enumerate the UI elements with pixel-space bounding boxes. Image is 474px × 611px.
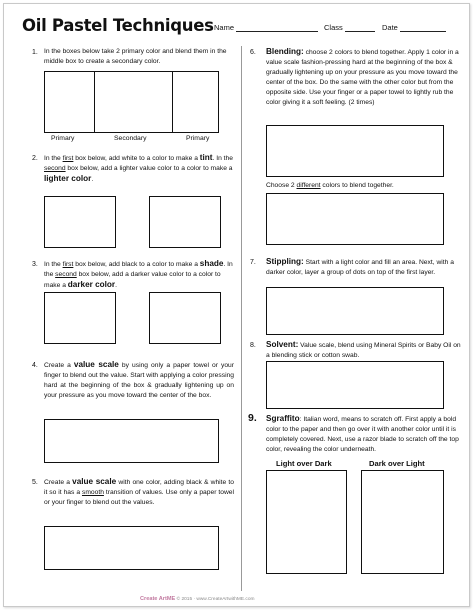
solvent-box: [266, 361, 444, 409]
instruction-4: Create a value scale by using only a paper towel or your finger to blend out the value. Start with applying a color pressing hard at the beginning of the box & gradually lightening up on your pressure as you move toward the center of the box.: [44, 360, 235, 400]
name-field[interactable]: [214, 23, 318, 32]
label-secondary: Secondary: [114, 135, 147, 142]
lighter-color-box: [149, 196, 221, 248]
label-light-over-dark: Light over Dark: [276, 459, 332, 468]
date-label: Date: [382, 23, 398, 32]
value-scale-box-1: [44, 419, 219, 463]
instruction-2: In the first box below, add white to a color to make a tint. In the second box below, add a lighter value color to a color to make a lighter color.: [44, 153, 233, 184]
dark-over-light-box: [361, 470, 444, 574]
blending-box-1: [266, 125, 444, 177]
date-field[interactable]: [382, 23, 446, 32]
blending-box-2: [266, 193, 444, 245]
item-number-5: 5.: [32, 479, 38, 486]
footer-logo: Create ArtME: [140, 596, 176, 602]
column-divider: [241, 46, 242, 591]
shade-box: [44, 292, 116, 344]
footer-text: © 2015 · www.CreateArtwithME.com: [176, 597, 255, 602]
item-number-6: 6.: [250, 49, 256, 56]
item-number-7: 7.: [250, 259, 256, 266]
light-over-dark-box: [266, 470, 347, 574]
label-primary-1: Primary: [51, 135, 75, 142]
name-label: Name: [214, 23, 235, 32]
item-number-1: 1.: [32, 49, 38, 56]
instruction-5: Create a value scale with one color, adding black & white to it so it has a smooth transition of values. Use only a paper towel or your finger to blend out the values.: [44, 477, 234, 507]
item-number-3: 3.: [32, 261, 38, 268]
item-number-9: 9.: [248, 412, 257, 424]
primary-secondary-boxes: [44, 71, 219, 133]
instruction-9: Sgraffito: Italian word, means to scratch off. First apply a bold color to the paper and then go over it with another color until it is completely covered. Next, use a razor blade to scratch off the top color, revealing the color underneath.: [266, 414, 459, 454]
instruction-7: Stippling: Start with a light color and fill an area. Next, with a darker color, layer a group of dots on top of the first layer.: [266, 257, 454, 277]
class-label: Class: [324, 23, 343, 32]
class-field[interactable]: [324, 23, 375, 32]
value-scale-box-2: [44, 526, 219, 570]
item-number-4: 4.: [32, 362, 38, 369]
label-primary-2: Primary: [186, 135, 210, 142]
label-dark-over-light: Dark over Light: [369, 459, 425, 468]
darker-color-box: [149, 292, 221, 344]
tint-box: [44, 196, 116, 248]
instruction-1: In the boxes below take 2 primary color and blend them in the middle box to create a secondary color.: [44, 48, 227, 66]
instruction-6: Blending: choose 2 colors to blend together. Apply 1 color in a value scale fashion-pressing hard at the beginning of the box & gradually lightening up on your pressure as you move toward the center of the box. Do the same with the other color but from the opposite side. Use your finger or a paper towel to lightly rub the color giving it a soft feeling. (2 times): [266, 47, 459, 107]
worksheet-page: [3, 3, 470, 607]
instruction-3: In the first box below, add black to a color to make a shade. In the second box below, add a darker value color to a color to make a darker color.: [44, 259, 233, 290]
page-title: Oil Pastel Techniques: [22, 16, 214, 35]
stippling-box: [266, 287, 444, 335]
footer: [140, 596, 255, 602]
item-number-2: 2.: [32, 155, 38, 162]
instruction-8: Solvent: Value scale, blend using Mineral Spirits or Baby Oil on a blending stick or cotton swab.: [266, 340, 461, 360]
item-number-8: 8.: [250, 342, 256, 349]
instruction-6b: Choose 2 different colors to blend together.: [266, 182, 394, 189]
